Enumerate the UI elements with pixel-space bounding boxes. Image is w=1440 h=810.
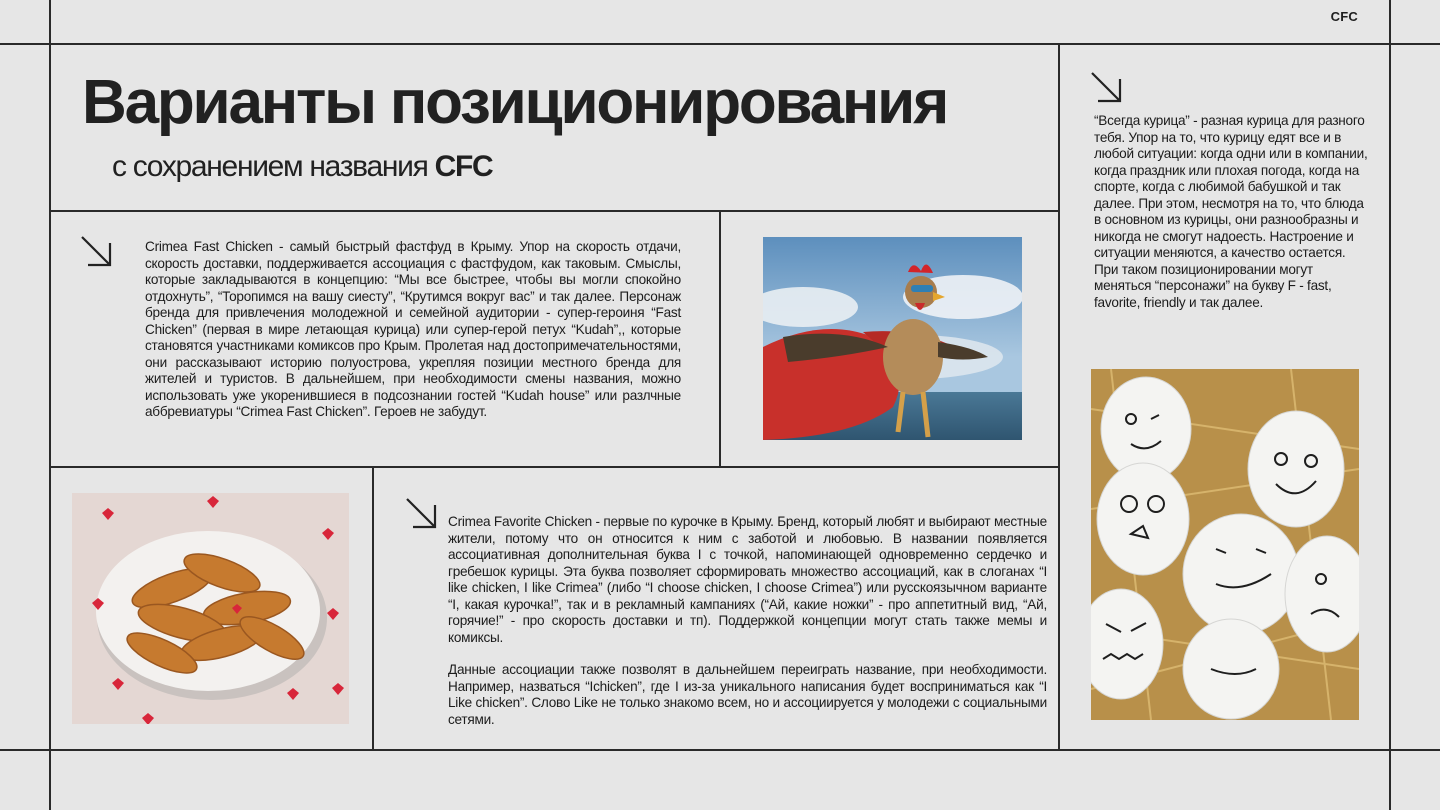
favorite-chicken-text-1: Crimea Favorite Chicken - первые по курочке в Крыму. Бренд, который любят и выбирают местные жители, потому что он относится к ним с заботой и любовью. В названии появляется ассоциативная дополнительная буква I с точкой, напоминающей одновременно сердечко и гребешок курицы. Эта буква позволяет сформировать множество ассоциаций, как в слоганах “I like chicken, I like Crimea” (либо “I choose chicken, I choose Crimea”) или русскоязычном варианте “I, какая курочка!”, так и в рекламный кампаниях (“Ай, какие ножки” - про аппетитный вид, “Ай, горячие!” - про скорость доставки и тп). Поддержкой концепции могут стать также мемы и комиксы. <box>448 514 1047 645</box>
arrow-down-right-icon <box>1090 71 1123 104</box>
grid-line <box>1389 0 1391 810</box>
subtitle-brand: CFC <box>434 150 493 183</box>
arrow-down-right-icon <box>80 235 113 268</box>
grid-line <box>49 0 51 810</box>
fried-chicken-image <box>72 493 349 724</box>
arrow-down-right-icon <box>405 497 438 530</box>
favorite-chicken-text-2: Данные ассоциации также позволят в дальнейшем переиграть название, при необходимости. Например, назваться “Ichicken”, где I из-за уникального написания будет восприниматься как “I Like chicken”. Слово Like не только знакомо всем, но и ассоциируется у молодежи с социальными сетями. <box>448 662 1047 727</box>
favorite-chicken-description <box>448 514 1047 728</box>
grid-line <box>49 466 1060 468</box>
flying-rooster-image <box>763 237 1022 440</box>
grid-line <box>0 43 1440 45</box>
grid-line <box>719 210 721 468</box>
brand-label: CFC <box>1330 9 1358 24</box>
always-chicken-description <box>1094 113 1369 311</box>
grid-line <box>1058 43 1060 751</box>
subtitle-lead: с сохранением названия <box>112 150 428 183</box>
grid-line <box>0 749 1440 751</box>
grid-line <box>372 466 374 751</box>
fast-chicken-text: Crimea Fast Chicken - самый быстрый фастфуд в Крыму. Упор на скорость отдачи, скорость доставки, поддерживается ассоциация с фастфудом, как таковым. Смыслы, которые закладываются в концепцию: “Мы все быстрее, чтобы вы могли спокойно отдохнуть”, “Торопимся на вашу сиесту”, “Крутимся вокруг вас” и так далее. Персонаж бренда для привлечения молодежной и семейной аудитории - супер-героиня “Fast Chicken” (первая в мире летающая курица) или супер-герой петух “Kudah”,, которые становятся участниками комиксов про Крым. Пролетая над достопримечательностями, они рассказывают историю полуострова, укрепляя позиции местного бренда для жителей и туристов. В дальнейшем, при необходимости смены названия, можно использовать уже укоренившиеся в подсознании гостей “Kudah house” или разлчные аббревиатуры “Crimea Fast Chicken”. Героев не забудут. <box>145 239 681 419</box>
eggs-faces-image <box>1091 369 1359 720</box>
grid-line <box>49 210 1060 212</box>
page-subtitle <box>112 150 492 184</box>
always-chicken-text: “Всегда курица” - разная курица для разного тебя. Упор на то, что курицу едят все и в любой ситуации: когда одни или в компании, когда праздник или плохая погода, когда на спорте, когда с любимой бабушкой и так далее. При этом, несмотря на то, что блюда в основном из курицы, они разнообразны и никогда не смогут надоесть. Настроение и ситуации меняются, а качество остается. При таком позиционировании могут меняться “персонажи” на букву F - fast, favorite, friendly и так далее. <box>1094 113 1368 310</box>
page-title: Варианты позиционирования <box>82 68 948 137</box>
fast-chicken-description <box>145 239 681 421</box>
